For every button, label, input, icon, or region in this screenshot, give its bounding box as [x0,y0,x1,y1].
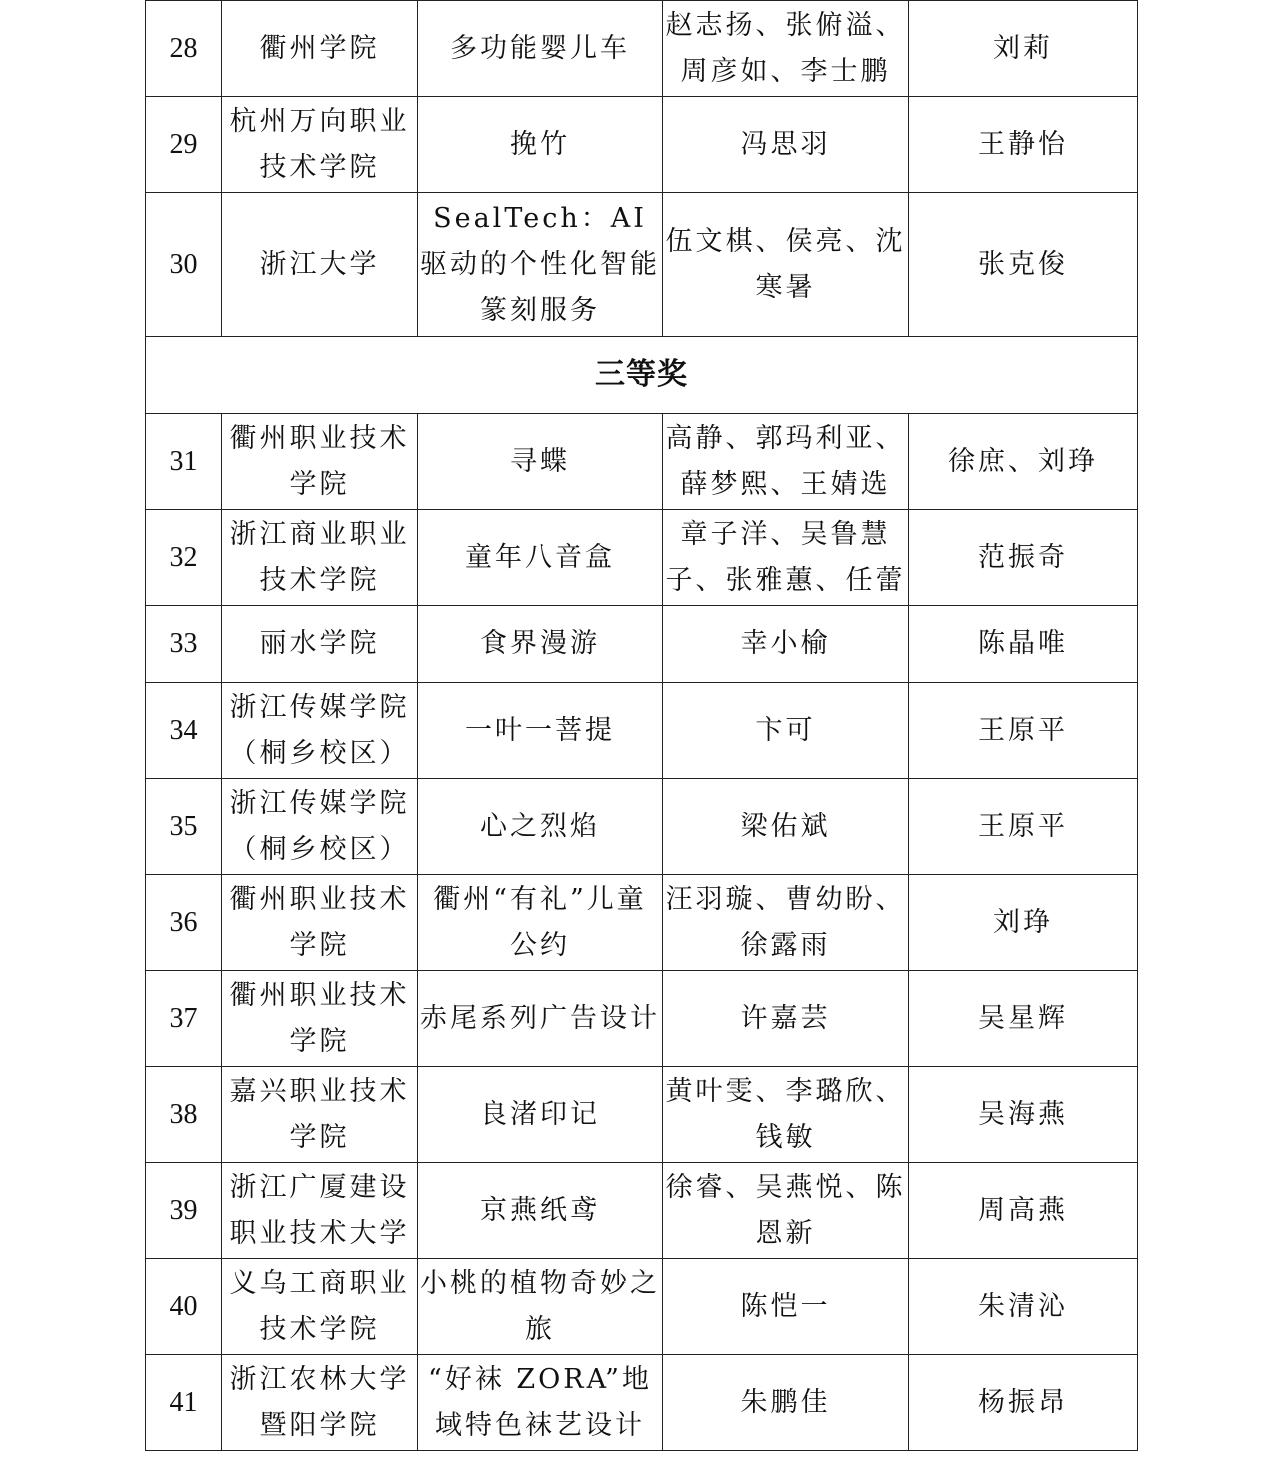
row-number: 34 [146,683,222,779]
school-cell: 衢州职业技术学院 [222,875,418,971]
awards-table [145,0,1138,1451]
table-body-before [146,1,1138,337]
advisor-cell: 吴海燕 [909,1067,1138,1163]
school-cell: 衢州职业技术学院 [222,971,418,1067]
table-body-after [146,414,1138,1451]
school-cell: 衢州学院 [222,1,418,97]
work-title-cell: 童年八音盒 [418,510,663,606]
work-title-cell: “好袜 ZORA”地域特色袜艺设计 [418,1355,663,1451]
work-title-cell: 小桃的植物奇妙之旅 [418,1259,663,1355]
authors-cell: 梁佑斌 [663,779,909,875]
advisor-cell: 吴星辉 [909,971,1138,1067]
row-number: 37 [146,971,222,1067]
authors-cell: 朱鹏佳 [663,1355,909,1451]
table-row [146,606,1138,683]
authors-cell: 黄叶雯、李璐欣、钱敏 [663,1067,909,1163]
authors-cell: 章子洋、吴鲁慧子、张雅蕙、任蕾 [663,510,909,606]
work-title-cell: 心之烈焰 [418,779,663,875]
authors-cell: 徐睿、吴燕悦、陈恩新 [663,1163,909,1259]
advisor-cell: 张克俊 [909,193,1138,337]
authors-cell: 卞可 [663,683,909,779]
advisor-cell: 徐庶、刘琤 [909,414,1138,510]
advisor-cell: 刘琤 [909,875,1138,971]
row-number: 36 [146,875,222,971]
table-row [146,1067,1138,1163]
work-title-cell: 多功能婴儿车 [418,1,663,97]
authors-cell: 伍文棋、侯亮、沈寒暑 [663,193,909,337]
advisor-cell: 陈晶唯 [909,606,1138,683]
row-number: 32 [146,510,222,606]
school-cell: 浙江商业职业技术学院 [222,510,418,606]
school-cell: 浙江传媒学院（桐乡校区） [222,683,418,779]
table-row [146,97,1138,193]
school-cell: 衢州职业技术学院 [222,414,418,510]
work-title-cell: 食界漫游 [418,606,663,683]
section-row [146,337,1138,414]
work-title-cell: 赤尾系列广告设计 [418,971,663,1067]
school-cell: 浙江农林大学暨阳学院 [222,1355,418,1451]
work-title-cell: 衢州“有礼”儿童公约 [418,875,663,971]
table-row [146,875,1138,971]
work-title-cell: 一叶一菩提 [418,683,663,779]
work-title-cell: 挽竹 [418,97,663,193]
advisor-cell: 周高燕 [909,1163,1138,1259]
advisor-cell: 刘莉 [909,1,1138,97]
table-row [146,510,1138,606]
row-number: 30 [146,193,222,337]
table-row [146,1355,1138,1451]
table-row [146,1,1138,97]
row-number: 28 [146,1,222,97]
work-title-cell: 寻蝶 [418,414,663,510]
table-row [146,193,1138,337]
authors-cell: 高静、郭玛利亚、薛梦熙、王婧选 [663,414,909,510]
school-cell: 杭州万向职业技术学院 [222,97,418,193]
row-number: 33 [146,606,222,683]
school-cell: 浙江传媒学院（桐乡校区） [222,779,418,875]
school-cell: 浙江广厦建设职业技术大学 [222,1163,418,1259]
work-title-cell: 京燕纸鸢 [418,1163,663,1259]
advisor-cell: 王原平 [909,779,1138,875]
row-number: 31 [146,414,222,510]
row-number: 39 [146,1163,222,1259]
table-row [146,1259,1138,1355]
authors-cell: 幸小榆 [663,606,909,683]
row-number: 41 [146,1355,222,1451]
advisor-cell: 王静怡 [909,97,1138,193]
authors-cell: 许嘉芸 [663,971,909,1067]
row-number: 35 [146,779,222,875]
table-row [146,1163,1138,1259]
row-number: 29 [146,97,222,193]
school-cell: 义乌工商职业技术学院 [222,1259,418,1355]
authors-cell: 汪羽璇、曹幼盼、徐露雨 [663,875,909,971]
work-title-cell: 良渚印记 [418,1067,663,1163]
table-row [146,779,1138,875]
advisor-cell: 王原平 [909,683,1138,779]
authors-cell: 赵志扬、张俯溢、周彦如、李士鹏 [663,1,909,97]
school-cell: 浙江大学 [222,193,418,337]
authors-cell: 陈恺一 [663,1259,909,1355]
section-title: 三等奖 [146,337,1138,414]
section-row-group [146,337,1138,414]
authors-cell: 冯思羽 [663,97,909,193]
work-title-cell: SealTech：AI 驱动的个性化智能篆刻服务 [418,193,663,337]
school-cell: 丽水学院 [222,606,418,683]
advisor-cell: 朱清沁 [909,1259,1138,1355]
advisor-cell: 杨振昂 [909,1355,1138,1451]
table-row [146,683,1138,779]
school-cell: 嘉兴职业技术学院 [222,1067,418,1163]
table-row [146,414,1138,510]
advisor-cell: 范振奇 [909,510,1138,606]
row-number: 38 [146,1067,222,1163]
table-row [146,971,1138,1067]
row-number: 40 [146,1259,222,1355]
